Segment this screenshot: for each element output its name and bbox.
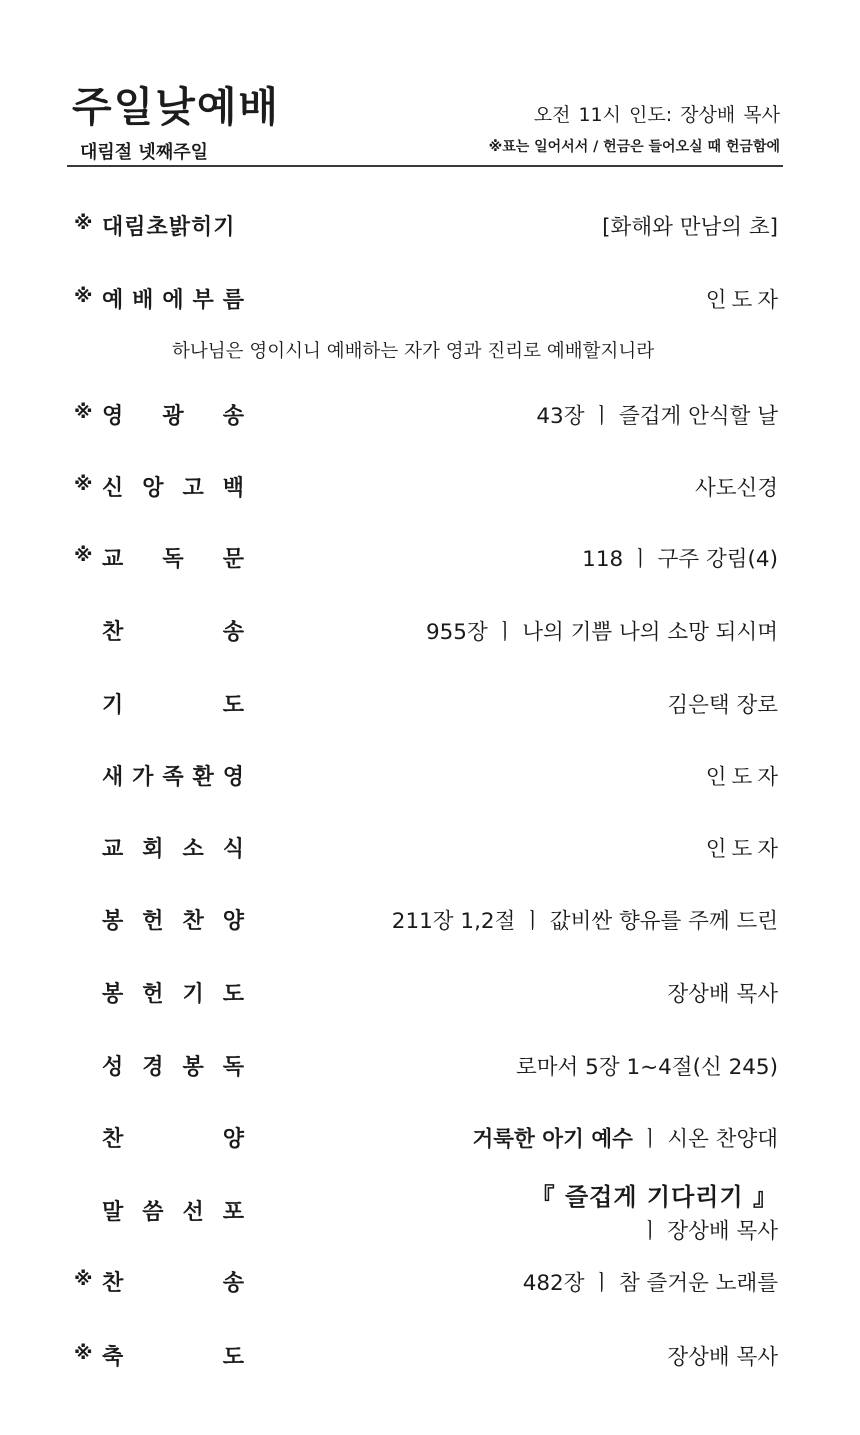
worship-item-value [582, 542, 778, 573]
worship-item-label [102, 1122, 244, 1153]
value-text: 482장 ㅣ 참 즐거운 노래를 [522, 1271, 778, 1296]
worship-item [0, 684, 860, 724]
label-char: 송 [222, 404, 244, 429]
worship-item-value [695, 471, 778, 502]
label-char: 름 [222, 288, 244, 313]
label-char: 말 [102, 1200, 124, 1225]
call-to-worship-verse: 하나님은 영이시니 예배하는 자가 영과 진리로 예배할지니라 [172, 341, 655, 362]
label-char: 양 [222, 909, 244, 934]
worship-item-label [102, 688, 244, 719]
label-char: 독 [162, 547, 184, 572]
worship-item-label [102, 1195, 244, 1226]
label-char: 식 [222, 837, 244, 862]
label-char: 찬 [102, 1127, 124, 1152]
worship-item [0, 279, 860, 319]
label-char: 백 [222, 476, 244, 501]
value-text: 장상배 목사 [667, 982, 778, 1007]
value-text: 955장 ㅣ 나의 기쁨 나의 소망 되시며 [425, 620, 778, 645]
worship-item-label [102, 210, 244, 241]
worship-item-label [102, 1266, 244, 1297]
value-text: 211장 1,2절 ㅣ 값비싼 향유를 주께 드린 [391, 909, 778, 934]
worship-item-label [102, 283, 244, 314]
worship-item-label [102, 1050, 244, 1081]
worship-item-value [392, 904, 778, 935]
value-text: ㅣ 시온 찬양대 [632, 1127, 778, 1152]
label-char: 봉 [102, 982, 124, 1007]
worship-item-value [473, 1122, 778, 1153]
worship-item [0, 611, 860, 651]
label-char: 씀 [142, 1200, 164, 1225]
worship-item [0, 828, 860, 868]
worship-item-value [426, 615, 778, 646]
worship-item-label [102, 615, 244, 646]
label-char: 도 [222, 1345, 244, 1370]
label-char: 송 [222, 1271, 244, 1296]
standing-mark: ※ [74, 401, 93, 423]
label-char: 찬 [102, 1271, 124, 1296]
worship-item-label [102, 399, 244, 430]
standing-mark: ※ [74, 1342, 93, 1364]
label-char: 앙 [142, 476, 164, 501]
label-char: 문 [222, 547, 244, 572]
label-char: 회 [142, 837, 164, 862]
label-char: 찬 [182, 909, 204, 934]
label-char: 소 [182, 837, 204, 862]
value-text: 43장 ㅣ 즐겁게 안식할 날 [536, 404, 778, 429]
label-char: 신 [102, 476, 124, 501]
worship-item-value [523, 1266, 778, 1297]
label-char: 가 [132, 765, 154, 790]
standing-offering-note: ※표는 일어서서 / 헌금은 들어오실 때 헌금함에 [488, 139, 780, 155]
label-char: 기 [102, 693, 124, 718]
worship-item-label [102, 832, 244, 863]
sermon-preacher: ㅣ 장상배 목사 [639, 1219, 778, 1244]
worship-item [0, 1262, 860, 1302]
label-char: 양 [222, 1127, 244, 1152]
label-char: 봉 [102, 909, 124, 934]
label-char: 기 [182, 982, 204, 1007]
label-char: 족 [162, 765, 184, 790]
worship-item [0, 206, 860, 246]
label-char: 에 [162, 288, 184, 313]
page-subtitle: 대림절 넷째주일 [80, 142, 208, 163]
worship-item [0, 1336, 860, 1376]
worship-item-label [102, 542, 244, 573]
value-text: 인도자 [705, 837, 783, 862]
label-char: 도 [222, 693, 244, 718]
label-char: 봉 [182, 1055, 204, 1080]
worship-item-value [706, 760, 783, 791]
service-time-leader: 오전 11시 인도: 장상배 목사 [533, 104, 780, 126]
value-text: 118 ㅣ 구주 강림(4) [582, 547, 778, 572]
label-char: 고 [182, 476, 204, 501]
anthem-title: 거룩한 아기 예수 [472, 1127, 633, 1152]
worship-item [0, 538, 860, 578]
label-char: 헌 [142, 909, 164, 934]
label-char: 헌 [142, 982, 164, 1007]
label-char: 교 [102, 837, 124, 862]
label-char: 교 [102, 547, 124, 572]
page-title: 주일낮예배 [72, 83, 281, 131]
worship-item [0, 756, 860, 796]
worship-item-value [536, 399, 778, 430]
label-char: 대림초밝히기 [102, 215, 236, 240]
worship-item [0, 973, 860, 1013]
worship-item-value [706, 283, 783, 314]
label-char: 새 [102, 765, 124, 790]
label-char: 도 [222, 982, 244, 1007]
label-char: 성 [102, 1055, 124, 1080]
label-char: 경 [142, 1055, 164, 1080]
label-char: 환 [192, 765, 214, 790]
standing-mark: ※ [74, 212, 93, 234]
worship-item [0, 467, 860, 507]
worship-item-value [667, 977, 778, 1008]
value-text: 인도자 [705, 288, 783, 313]
standing-mark: ※ [74, 473, 93, 495]
worship-item [0, 1118, 860, 1158]
label-char: 배 [132, 288, 154, 313]
sermon-title: 『 즐겁게 기다리기 』 [530, 1183, 778, 1211]
worship-item-value [706, 832, 783, 863]
label-char: 선 [182, 1200, 204, 1225]
label-char: 축 [102, 1345, 124, 1370]
value-text: 장상배 목사 [667, 1345, 778, 1370]
value-text: 김은택 장로 [667, 693, 778, 718]
label-char: 부 [192, 288, 214, 313]
worship-item-label [102, 904, 244, 935]
header-divider [67, 165, 783, 167]
value-text: [화해와 만남의 초] [602, 215, 778, 240]
worship-item-label [102, 1340, 244, 1371]
label-char: 송 [222, 620, 244, 645]
worship-item-value [667, 688, 778, 719]
value-text: 인도자 [705, 765, 783, 790]
value-text: 사도신경 [694, 476, 778, 501]
worship-item-label [102, 977, 244, 1008]
worship-item-label [102, 760, 244, 791]
worship-item-value [516, 1050, 778, 1081]
label-char: 영 [102, 404, 124, 429]
worship-item-value [602, 210, 778, 241]
standing-mark: ※ [74, 1268, 93, 1290]
value-text: 로마서 5장 1~4절(신 245) [516, 1055, 778, 1080]
label-char: 영 [222, 765, 244, 790]
label-char: 예 [102, 288, 124, 313]
worship-item-value [667, 1340, 778, 1371]
standing-mark: ※ [74, 285, 93, 307]
worship-item [0, 900, 860, 940]
worship-item-label [102, 471, 244, 502]
label-char: 포 [222, 1200, 244, 1225]
label-char: 독 [222, 1055, 244, 1080]
label-char: 광 [162, 404, 184, 429]
standing-mark: ※ [74, 544, 93, 566]
worship-item [0, 395, 860, 435]
label-char: 찬 [102, 620, 124, 645]
worship-item [0, 1046, 860, 1086]
